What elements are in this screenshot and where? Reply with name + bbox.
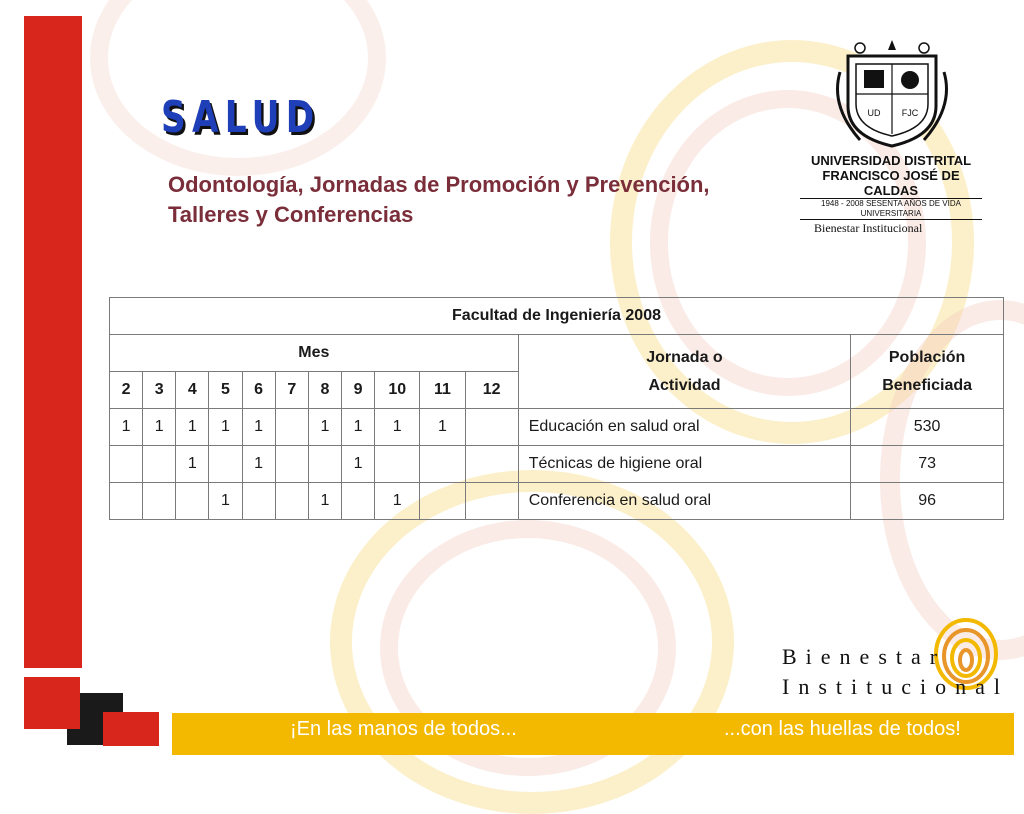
month-header: 2 [110, 372, 143, 409]
mes-header: Mes [110, 335, 519, 372]
month-header: 4 [176, 372, 209, 409]
poblacion-header-line-1: Población [888, 348, 966, 366]
month-cell [110, 483, 143, 520]
population-cell: 96 [851, 483, 1004, 520]
month-cell: 1 [341, 409, 374, 446]
month-header: 8 [308, 372, 341, 409]
poblacion-header-line-2: Beneficiada [882, 376, 973, 394]
table-row [110, 409, 1004, 446]
month-header: 10 [375, 372, 420, 409]
month-cell: 1 [143, 409, 176, 446]
month-header: 9 [341, 372, 374, 409]
month-cell: 1 [110, 409, 143, 446]
month-cell: 1 [420, 409, 465, 446]
table-row [110, 483, 1004, 520]
month-cell: 1 [308, 483, 341, 520]
month-cell [143, 446, 176, 483]
month-cell [341, 483, 374, 520]
subtitle-line-2: Talleres y Conferencias [168, 202, 414, 227]
month-cell [465, 446, 518, 483]
month-header: 5 [209, 372, 242, 409]
month-cell: 1 [375, 409, 420, 446]
month-cell: 1 [242, 409, 275, 446]
university-shield-icon [800, 36, 982, 148]
brand-line-2: Institucional [782, 674, 1009, 699]
slide-title: SALUD [161, 92, 321, 143]
month-cell: 1 [308, 409, 341, 446]
month-cell [242, 483, 275, 520]
month-cell: 1 [375, 483, 420, 520]
population-cell: 73 [851, 446, 1004, 483]
logo-line-3: 1948 - 2008 SESENTA AÑOS DE VIDA UNIVERSITARIA [800, 198, 982, 220]
logo-line-1: UNIVERSIDAD DISTRITAL [810, 153, 972, 168]
population-cell: 530 [851, 409, 1004, 446]
slogan-right: ...con las huellas de todos! [724, 718, 961, 740]
month-cell: 1 [209, 409, 242, 446]
month-cell [308, 446, 341, 483]
table-row [110, 446, 1004, 483]
university-logo [800, 36, 982, 235]
red-side-bar [24, 16, 82, 668]
month-cell [275, 409, 308, 446]
month-header: 12 [465, 372, 518, 409]
jornada-header [518, 335, 850, 409]
month-cell: 1 [209, 483, 242, 520]
slogan-left: ¡En las manos de todos... [290, 718, 517, 740]
month-cell [465, 409, 518, 446]
month-header: 7 [275, 372, 308, 409]
month-cell [420, 446, 465, 483]
month-cell [275, 483, 308, 520]
month-cell [375, 446, 420, 483]
poblacion-header [851, 335, 1004, 409]
subtitle-line-1: Odontología, Jornadas de Promoción y Prevención, [168, 172, 710, 197]
logo-line-4: Bienestar Institucional [814, 221, 923, 235]
month-header: 11 [420, 372, 465, 409]
month-header: 3 [143, 372, 176, 409]
logo-line-2: FRANCISCO JOSÉ DE CALDAS [822, 168, 960, 198]
month-cell [209, 446, 242, 483]
activity-cell: Educación en salud oral [518, 409, 850, 446]
slide-subtitle [168, 170, 788, 230]
month-cell [143, 483, 176, 520]
month-cell: 1 [341, 446, 374, 483]
svg-text:UD: UD [867, 108, 881, 118]
jornada-header-line-1: Jornada o [646, 348, 723, 366]
red-square [24, 677, 80, 729]
brand-line-1: Bienestar [782, 644, 947, 669]
month-cell [176, 483, 209, 520]
activity-cell: Técnicas de higiene oral [518, 446, 850, 483]
month-header: 6 [242, 372, 275, 409]
month-cell [420, 483, 465, 520]
month-cell [110, 446, 143, 483]
fingerprint-decoration [90, 0, 386, 176]
activities-table [109, 297, 1004, 520]
month-cell: 1 [176, 446, 209, 483]
activity-cell: Conferencia en salud oral [518, 483, 850, 520]
month-cell: 1 [242, 446, 275, 483]
month-cell [275, 446, 308, 483]
brand-wordmark [782, 642, 1009, 702]
month-cell [465, 483, 518, 520]
svg-text:FJC: FJC [901, 108, 919, 118]
table-caption: Facultad de Ingeniería 2008 [110, 298, 1004, 335]
month-cell: 1 [176, 409, 209, 446]
jornada-header-line-2: Actividad [648, 376, 721, 394]
red-small-square [103, 712, 159, 746]
